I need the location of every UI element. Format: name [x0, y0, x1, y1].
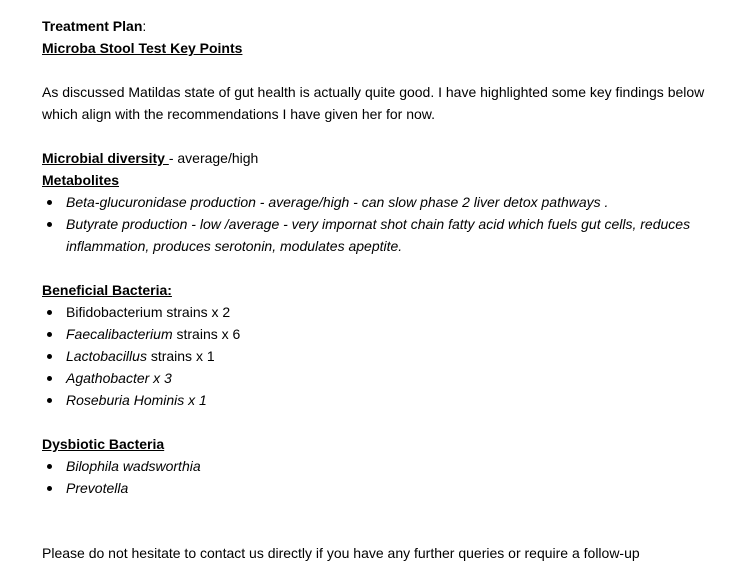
treatment-plan-heading [42, 15, 146, 37]
bullet-icon [47, 486, 52, 491]
bullet-icon [47, 200, 52, 205]
list-item [42, 345, 240, 367]
bullet-icon [47, 376, 52, 381]
beneficial-heading: Beneficial Bacteria: [42, 282, 172, 298]
treatment-plan-label: Treatment Plan [42, 18, 143, 34]
list-item [42, 455, 201, 477]
list-item [42, 389, 240, 411]
bullet-icon [47, 332, 52, 337]
metabolites-section [42, 147, 716, 257]
dysbiotic-section [42, 433, 201, 499]
bullet-icon [47, 310, 52, 315]
bacteria-name: Roseburia Hominis x 1 [66, 392, 207, 408]
list-item [42, 191, 716, 213]
beneficial-list [42, 301, 240, 411]
bacteria-name: Bifidobacterium strains x 2 [66, 304, 231, 320]
metabolite-item-text: Butyrate production - low /average - very impornat shot chain fatty acid which fuels gut cells, reduces inflammation, produces serotonin, modulates apeptite. [66, 216, 691, 254]
bullet-icon [47, 222, 52, 227]
list-item [42, 367, 240, 389]
dysbiotic-list [42, 455, 201, 499]
list-item [42, 301, 240, 323]
dysbiotic-heading: Dysbiotic Bacteria [42, 436, 165, 452]
metabolites-list [42, 191, 716, 257]
document-subtitle: Microba Stool Test Key Points [42, 40, 243, 56]
list-item [42, 213, 716, 257]
bacteria-suffix: strains x 1 [146, 348, 215, 364]
bullet-icon [47, 398, 52, 403]
diversity-line [42, 147, 716, 169]
bacteria-name: Agathobacter x 3 [66, 370, 172, 386]
bacteria-suffix: strains x 6 [172, 326, 241, 342]
beneficial-section [42, 279, 240, 411]
diversity-heading: Microbial diversity [42, 150, 169, 166]
bacteria-name: Prevotella [66, 480, 129, 496]
treatment-plan-colon: : [142, 18, 147, 34]
diversity-value: - average/high [168, 150, 259, 166]
intro-paragraph: As discussed Matildas state of gut health is actually quite good. I have highlighted some key findings below which align with the recommendations I have given her for now. [42, 84, 705, 122]
footer-note: Please do not hesitate to contact us directly if you have any further queries or require a follow-up [42, 545, 640, 561]
bullet-icon [47, 354, 52, 359]
bacteria-name: Bilophila wadsworthia [66, 458, 201, 474]
bacteria-name: Faecalibacterium [66, 326, 173, 342]
metabolite-item-text: Beta-glucuronidase production - average/high - can slow phase 2 liver detox pathways . [66, 194, 609, 210]
bacteria-name: Lactobacillus [66, 348, 147, 364]
metabolites-heading: Metabolites [42, 172, 120, 188]
bullet-icon [47, 464, 52, 469]
list-item [42, 477, 201, 499]
list-item [42, 323, 240, 345]
